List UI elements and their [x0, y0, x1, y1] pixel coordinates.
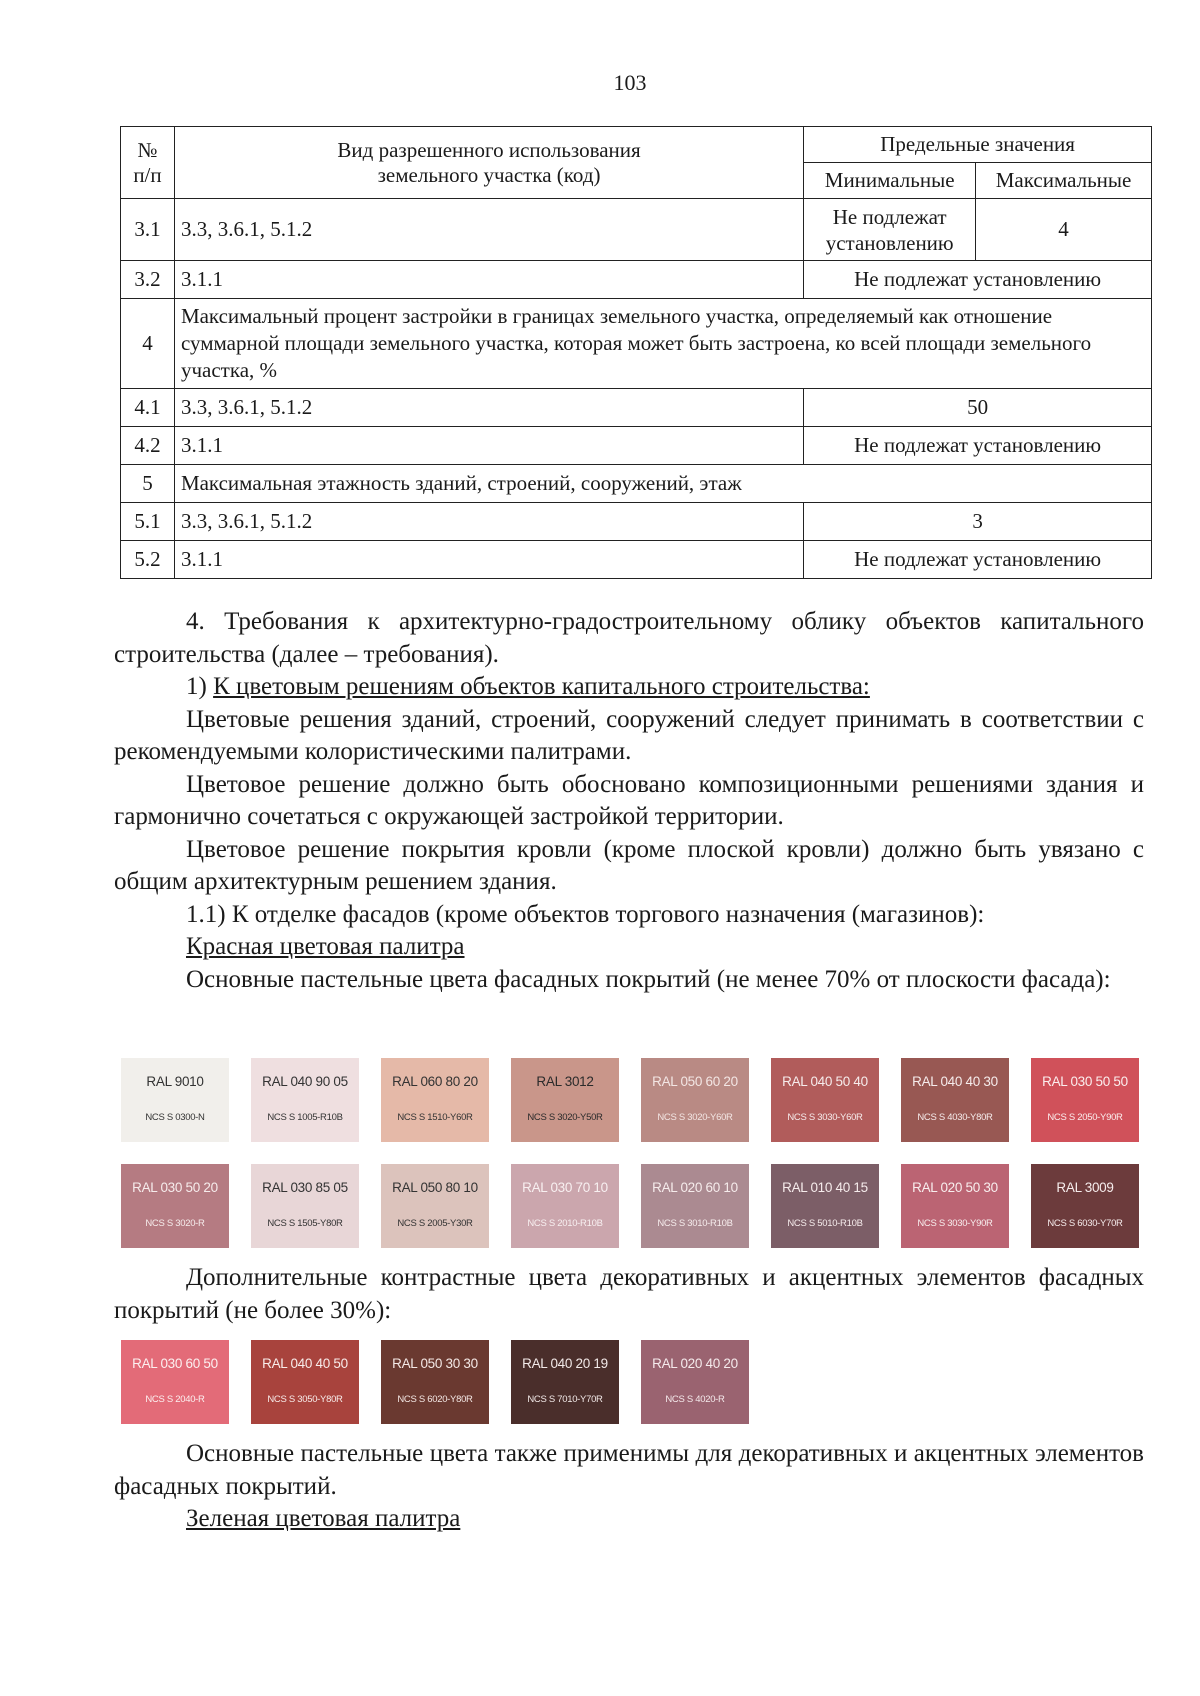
row-value: Не подлежат установлению [804, 427, 1152, 465]
swatch-ncs-code: NCS S 2005-Y30R [397, 1218, 473, 1229]
table-row [121, 465, 1152, 503]
paragraph-color-heading [114, 671, 1144, 704]
swatch-ral-code: RAL 040 50 40 [782, 1074, 868, 1089]
swatch-ral-code: RAL 030 60 50 [132, 1356, 218, 1371]
table-row [121, 261, 1152, 299]
swatch-ral-code: RAL 030 50 20 [132, 1180, 218, 1195]
swatch-ncs-code: NCS S 7010-Y70R [527, 1394, 603, 1405]
accent-text [114, 1262, 1144, 1327]
swatch-ncs-code: NCS S 3050-Y80R [267, 1394, 343, 1405]
color-swatch [121, 1164, 229, 1248]
swatch-ncs-code: NCS S 0300-N [145, 1112, 205, 1123]
color-swatch [251, 1164, 359, 1248]
swatch-ral-code: RAL 030 50 50 [1042, 1074, 1128, 1089]
requirements-text [114, 606, 1144, 996]
table-row [121, 299, 1152, 389]
header-type: Вид разрешенного использования земельного участка (код) [174, 127, 803, 199]
row-codes: 3.1.1 [174, 261, 803, 299]
row-num: 4.1 [121, 389, 175, 427]
color-swatch [641, 1340, 749, 1424]
row-text: Максимальный процент застройки в границах земельного участка, определяемый как отношение суммарной площади земельного участка, которая может быть застроена, ко всей площади земельного участка, % [174, 299, 1151, 389]
color-swatch [381, 1058, 489, 1142]
swatch-ral-code: RAL 020 40 20 [652, 1356, 738, 1371]
swatch-ral-code: RAL 060 80 20 [392, 1074, 478, 1089]
color-solutions-heading: К цветовым решениям объектов капитального строительства: [213, 673, 870, 700]
swatch-ral-code: RAL 030 70 10 [522, 1180, 608, 1195]
green-palette-title: Зеленая цветовая палитра [186, 1505, 461, 1532]
color-swatch [381, 1164, 489, 1248]
swatch-ncs-code: NCS S 3030-Y90R [917, 1218, 993, 1229]
swatch-ral-code: RAL 050 30 30 [392, 1356, 478, 1371]
header-num: № п/п [121, 127, 175, 199]
swatch-ral-code: RAL 020 50 30 [912, 1180, 998, 1195]
page-number: 103 [613, 70, 647, 95]
swatch-ncs-code: NCS S 4030-Y80R [917, 1112, 993, 1123]
swatch-ral-code: RAL 050 80 10 [392, 1180, 478, 1195]
color-swatch [641, 1058, 749, 1142]
swatch-ral-code: RAL 3012 [536, 1074, 594, 1089]
row-num: 3.2 [121, 261, 175, 299]
paragraph-requirements: 4. Требования к архитектурно-градостроительному облику объектов капитального строительства (далее – требования). [114, 608, 1144, 668]
row-codes: 3.3, 3.6.1, 5.1.2 [174, 389, 803, 427]
swatch-ncs-code: NCS S 3020-Y50R [527, 1112, 603, 1123]
paragraph-justification: Цветовое решение должно быть обосновано композиционными решениями здания и гармонично сочетаться с окружающей застройкой территории. [114, 770, 1144, 830]
paragraph-palettes: Цветовые решения зданий, строений, сооружений следует принимать в соответствии с рекомендуемыми колористическими палитрами. [114, 705, 1144, 765]
paragraph-accent-colors: Дополнительные контрастные цвета декоративных и акцентных элементов фасадных покрытий (не более 30%): [114, 1264, 1144, 1324]
row-num: 3.1 [121, 199, 175, 261]
row-min: Не подлежат установлению [804, 199, 976, 261]
swatch-ral-code: RAL 040 20 19 [522, 1356, 608, 1371]
swatch-ral-code: RAL 010 40 15 [782, 1180, 868, 1195]
table-row [121, 389, 1152, 427]
swatch-ncs-code: NCS S 1505-Y80R [267, 1218, 343, 1229]
color-swatch [511, 1058, 619, 1142]
row-codes: 3.1.1 [174, 541, 803, 579]
table-row [121, 503, 1152, 541]
swatch-ral-code: RAL 040 40 50 [262, 1356, 348, 1371]
row-value: Не подлежат установлению [804, 541, 1152, 579]
paragraph-also-applicable: Основные пастельные цвета также применимы для декоративных и акцентных элементов фасадных покрытий. [114, 1440, 1144, 1500]
swatch-ral-code: RAL 040 40 30 [912, 1074, 998, 1089]
color-swatch [771, 1058, 879, 1142]
color-swatch [381, 1340, 489, 1424]
swatch-ncs-code: NCS S 6030-Y70R [1047, 1218, 1123, 1229]
swatch-ncs-code: NCS S 1005-R10B [267, 1112, 343, 1123]
row-value: Не подлежат установлению [804, 261, 1152, 299]
color-swatch [1031, 1058, 1139, 1142]
swatch-ral-code: RAL 050 60 20 [652, 1074, 738, 1089]
color-swatch [1031, 1164, 1139, 1248]
row-num: 4 [121, 299, 175, 389]
limits-table [120, 126, 1152, 579]
color-swatch [901, 1164, 1009, 1248]
red-palette-heading [114, 931, 1144, 964]
swatch-ncs-code: NCS S 1510-Y60R [397, 1112, 473, 1123]
color-swatch [251, 1340, 359, 1424]
color-swatch [511, 1340, 619, 1424]
row-num: 5.2 [121, 541, 175, 579]
swatch-ral-code: RAL 9010 [146, 1074, 204, 1089]
header-limits: Предельные значения [804, 127, 1152, 163]
color-swatch [121, 1058, 229, 1142]
swatch-ncs-code: NCS S 2040-R [145, 1394, 205, 1405]
swatch-ral-code: RAL 020 60 10 [652, 1180, 738, 1195]
red-palette-title: Красная цветовая палитра [186, 933, 465, 960]
green-palette-heading [114, 1503, 1144, 1536]
paragraph-roof: Цветовое решение покрытия кровли (кроме плоской кровли) должно быть увязано с общим архитектурным решением здания. [114, 835, 1144, 895]
table-row [121, 541, 1152, 579]
row-num: 5.1 [121, 503, 175, 541]
row-text: Максимальная этажность зданий, строений, сооружений, этаж [174, 465, 1151, 503]
swatch-ncs-code: NCS S 2010-R10B [527, 1218, 603, 1229]
row-num: 4.2 [121, 427, 175, 465]
swatch-ncs-code: NCS S 3020-R [145, 1218, 205, 1229]
item-number: 1) [186, 673, 214, 700]
color-swatch [251, 1058, 359, 1142]
swatch-ncs-code: NCS S 2050-Y90R [1047, 1112, 1123, 1123]
row-codes: 3.3, 3.6.1, 5.1.2 [174, 503, 803, 541]
row-max: 4 [976, 199, 1152, 261]
swatch-ral-code: RAL 030 85 05 [262, 1180, 348, 1195]
swatch-ncs-code: NCS S 3010-R10B [657, 1218, 733, 1229]
color-swatch [641, 1164, 749, 1248]
swatch-ncs-code: NCS S 3030-Y60R [787, 1112, 863, 1123]
swatch-ncs-code: NCS S 5010-R10B [787, 1218, 863, 1229]
row-value: 3 [804, 503, 1152, 541]
closing-text [114, 1438, 1144, 1536]
table-row [121, 427, 1152, 465]
paragraph-main-colors: Основные пастельные цвета фасадных покрытий (не менее 70% от плоскости фасада): [186, 965, 1111, 993]
swatch-ncs-code: NCS S 3020-Y60R [657, 1112, 733, 1123]
color-swatch [771, 1164, 879, 1248]
header-min: Минимальные [804, 163, 976, 199]
table-row [121, 199, 1152, 261]
row-codes: 3.3, 3.6.1, 5.1.2 [174, 199, 803, 261]
row-value: 50 [804, 389, 1152, 427]
color-swatch [511, 1164, 619, 1248]
swatch-ral-code: RAL 3009 [1056, 1180, 1114, 1195]
header-max: Максимальные [976, 163, 1152, 199]
color-swatch [121, 1340, 229, 1424]
swatch-ncs-code: NCS S 6020-Y80R [397, 1394, 473, 1405]
swatch-ncs-code: NCS S 4020-R [665, 1394, 725, 1405]
paragraph-facades: 1.1) К отделке фасадов (кроме объектов торгового назначения (магазинов): [186, 900, 985, 928]
row-num: 5 [121, 465, 175, 503]
row-codes: 3.1.1 [174, 427, 803, 465]
swatch-ral-code: RAL 040 90 05 [262, 1074, 348, 1089]
color-swatch [901, 1058, 1009, 1142]
